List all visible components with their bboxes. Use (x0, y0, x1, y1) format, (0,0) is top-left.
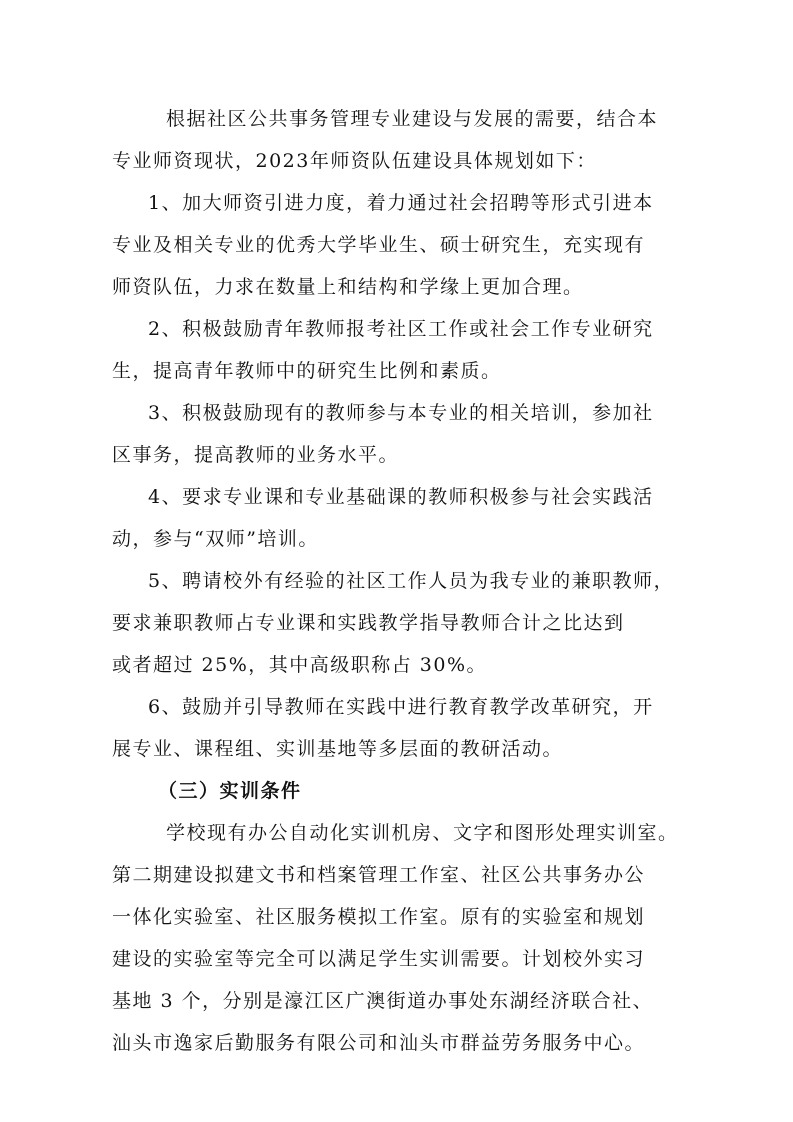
paragraph-training-line-6: 汕头市逸家后勤服务有限公司和汕头市群益劳务服务中心。 (112, 1032, 646, 1054)
paragraph-training-line-2: 第二期建设拟建文书和档案管理工作室、社区公共事务办公 (112, 864, 646, 886)
section-heading-training-conditions: （三）实训条件 (158, 780, 302, 802)
item-6-line-2: 展专业、课程组、实训基地等多层面的教研活动。 (112, 738, 564, 760)
item-6-line-1: 6、鼓励并引导教师在实践中进行教育教学改革研究，开 (148, 696, 654, 718)
item-2-line-2: 生，提高青年教师中的研究生比例和素质。 (112, 360, 502, 382)
item-3-line-2: 区事务，提高教师的业务水平。 (112, 444, 400, 466)
item-5-line-3: 或者超过 25%，其中高级职称占 30%。 (112, 654, 488, 676)
item-3-line-1: 3、积极鼓励现有的教师参与本专业的相关培训，参加社 (148, 402, 654, 424)
paragraph-training-line-4: 建设的实验室等完全可以满足学生实训需要。计划校外实习 (112, 948, 646, 970)
item-4-line-2: 动，参与“双师”培训。 (112, 528, 319, 550)
paragraph-intro-line-2: 专业师资现状，2023年师资队伍建设具体规划如下： (112, 150, 597, 172)
paragraph-training-line-3: 一体化实验室、社区服务模拟工作室。原有的实验室和规划 (112, 906, 646, 928)
paragraph-training-line-1: 学校现有办公自动化实训机房、文字和图形处理实训室。 (166, 822, 679, 844)
paragraph-intro-line-1: 根据社区公共事务管理专业建设与发展的需要，结合本 (166, 108, 659, 130)
item-5-line-1: 5、聘请校外有经验的社区工作人员为我专业的兼职教师， (148, 570, 675, 592)
item-1-line-1: 1、加大师资引进力度，着力通过社会招聘等形式引进本 (148, 192, 654, 214)
item-1-line-2: 专业及相关专业的优秀大学毕业生、硕士研究生，充实现有 (112, 234, 646, 256)
paragraph-training-line-5: 基地 3 个，分别是濠江区广澳街道办事处东湖经济联合社、 (112, 990, 654, 1012)
item-2-line-1: 2、积极鼓励青年教师报考社区工作或社会工作专业研究 (148, 318, 654, 340)
item-5-line-2: 要求兼职教师占专业课和实践教学指导教师合计之比达到 (112, 612, 625, 634)
item-4-line-1: 4、要求专业课和专业基础课的教师积极参与社会实践活 (148, 486, 654, 508)
item-1-line-3: 师资队伍，力求在数量上和结构和学缘上更加合理。 (112, 276, 584, 298)
